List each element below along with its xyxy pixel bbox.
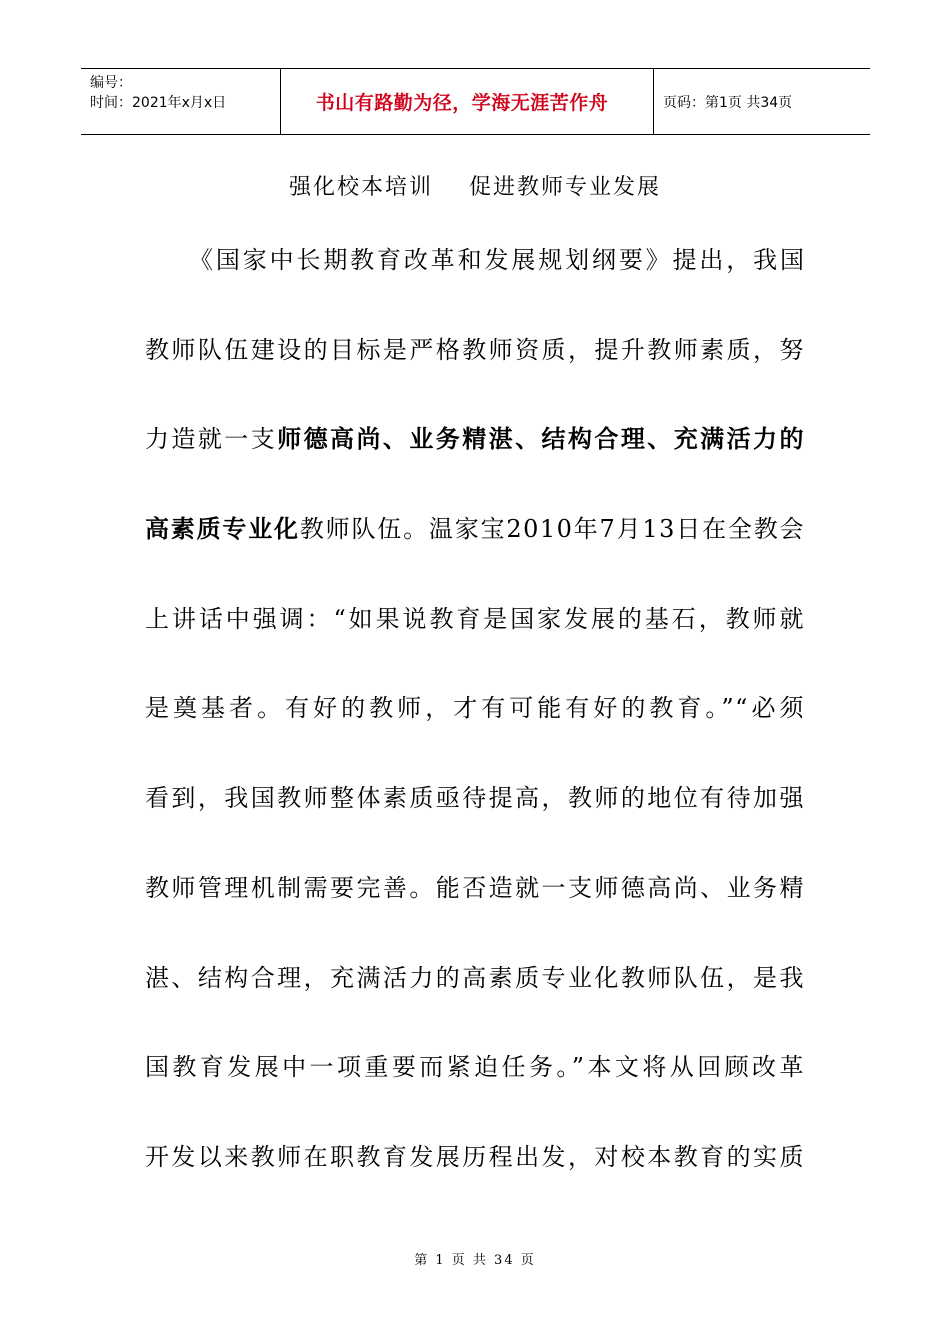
body-line xyxy=(145,775,805,865)
text-segment: 看到，我国教师整体素质亟待提高，教师的地位有待加强 xyxy=(145,784,805,813)
body-line xyxy=(145,865,805,955)
document-body xyxy=(145,237,805,1224)
text-segment: 是奠基者。有好的教师，才有可能有好的教育。”“必须 xyxy=(145,694,805,723)
body-line xyxy=(145,327,805,417)
text-segment: 上讲话中强调：“如果说教育是国家发展的基石，教师就 xyxy=(145,604,805,633)
text-segment: 教师管理机制需要完善。能否造就一支师德高尚、业务精 xyxy=(145,873,805,902)
body-line xyxy=(145,685,805,775)
header-motto-cell xyxy=(281,69,654,134)
header-motto: 书山有路勤为径，学海无涯苦作舟 xyxy=(315,92,609,114)
body-line xyxy=(145,416,805,506)
text-segment: 《国家中长期教育改革和发展规划纲要》提出，我国 xyxy=(189,246,805,274)
bold-text-segment: 师德高尚、业务精湛、结构合理、充满活力的 xyxy=(277,424,805,454)
document-header-table xyxy=(81,68,870,135)
body-line xyxy=(145,1134,805,1224)
header-number-label: 编号： xyxy=(90,75,132,91)
header-page-info: 页码：第1页 共34页 xyxy=(663,94,793,111)
bold-text-segment: 高素质专业化 xyxy=(145,514,300,544)
header-page-cell xyxy=(654,69,870,134)
text-segment: 力造就一支 xyxy=(145,425,278,454)
text-segment: 教师队伍建设的目标是严格教师资质，提升教师素质，努 xyxy=(145,335,805,364)
body-line xyxy=(145,955,805,1045)
header-time-label: 时间：2021年x月x日 xyxy=(90,95,227,111)
body-line xyxy=(145,1044,805,1134)
body-line xyxy=(145,237,805,327)
header-meta-cell xyxy=(81,69,281,134)
text-segment: 国教育发展中一项重要而紧迫任务。”本文将从回顾改革 xyxy=(145,1053,805,1082)
body-line xyxy=(145,596,805,686)
document-title: 强化校本培训 促进教师专业发展 xyxy=(289,175,661,200)
text-segment: 湛、结构合理，充满活力的高素质专业化教师队伍，是我 xyxy=(145,963,805,992)
page-footer: 第 1 页 共 34 页 xyxy=(414,1253,536,1268)
text-segment: 教师队伍。温家宝2010年7月13日在全教会 xyxy=(299,515,805,544)
text-segment: 开发以来教师在职教育发展历程出发，对校本教育的实质 xyxy=(145,1142,805,1171)
body-line xyxy=(145,506,805,596)
